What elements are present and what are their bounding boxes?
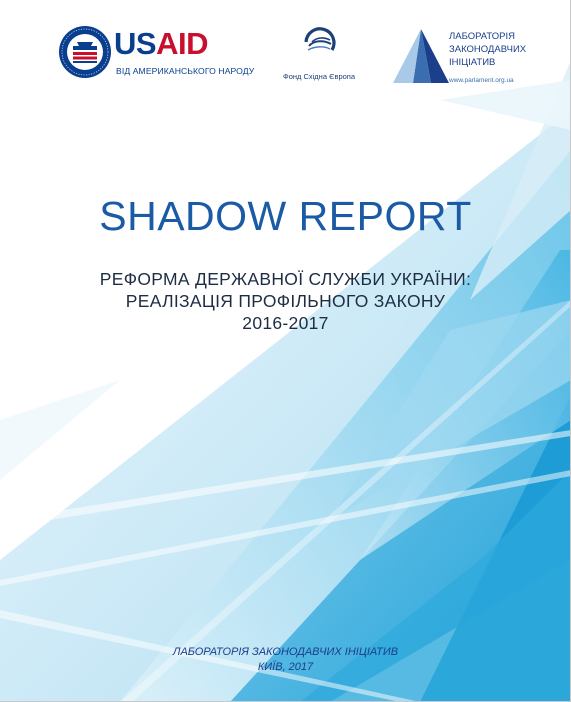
lab-name-line-1: ЛАБОРАТОРІЯ <box>449 31 515 42</box>
usaid-us-text: US <box>114 26 157 61</box>
report-title: SHADOW REPORT <box>99 193 472 239</box>
usaid-tagline: ВІД АМЕРИКАНСЬКОГО НАРОДУ <box>116 66 255 76</box>
subtitle-line-3: 2016-2017 <box>242 313 329 333</box>
foundation-name: Фонд Східна Європа <box>283 72 356 81</box>
lab-name-line-2: ЗАКОНОДАВЧИХ <box>449 44 527 55</box>
report-subtitle <box>0 268 571 334</box>
lab-url: www.parlament.org.ua <box>449 77 514 84</box>
footer-publisher: ЛАБОРАТОРІЯ ЗАКОНОДАВЧИХ ІНІЦІАТИВ <box>172 646 399 658</box>
footer-place-year: КИЇВ, 2017 <box>257 661 314 673</box>
partner-logos <box>0 0 571 110</box>
subtitle-line-1: РЕФОРМА ДЕРЖАВНОЇ СЛУЖБИ УКРАЇНИ: <box>99 269 472 289</box>
usaid-aid-text: AID <box>156 26 208 61</box>
lab-name <box>449 30 559 69</box>
foundation-mark-icon <box>300 22 340 62</box>
triangle-mark-icon <box>391 27 451 85</box>
usaid-wordmark <box>114 28 208 59</box>
subtitle-line-2: РЕАЛІЗАЦІЯ ПРОФІЛЬНОГО ЗАКОНУ <box>125 291 446 311</box>
lab-name-line-3: ІНІЦІАТИВ <box>449 57 496 68</box>
usaid-seal-icon <box>58 25 112 79</box>
cover-footer <box>0 645 571 675</box>
